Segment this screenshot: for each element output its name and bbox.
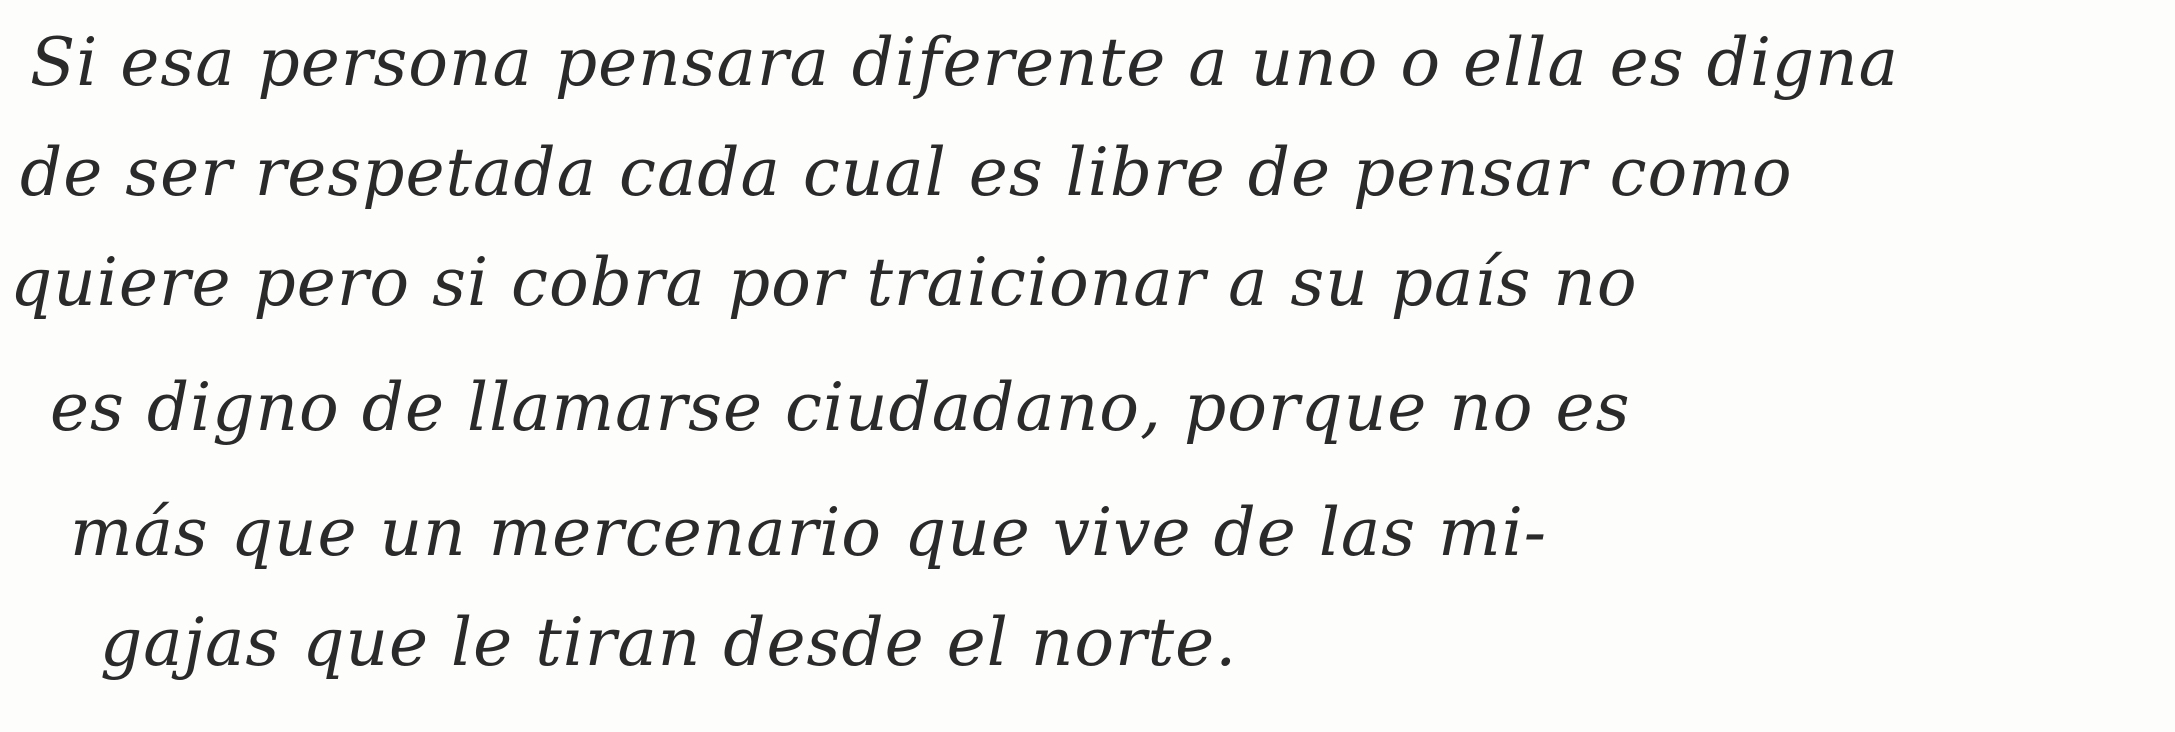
handwritten-line-3: quiere pero si cobra por traicionar a su país no [10, 244, 1638, 321]
handwritten-line-1: Si esa persona pensara diferente a uno o ella es digna [30, 24, 1900, 101]
handwritten-line-4: es digno de llamarse ciudadano, porque no es [50, 369, 1631, 446]
handwritten-line-2: de ser respetada cada cual es libre de pensar como [20, 134, 1793, 211]
handwritten-line-5: más que un mercenario que vive de las mi- [70, 494, 1548, 571]
handwritten-line-6: gajas que le tiran desde el norte. [100, 604, 1238, 681]
